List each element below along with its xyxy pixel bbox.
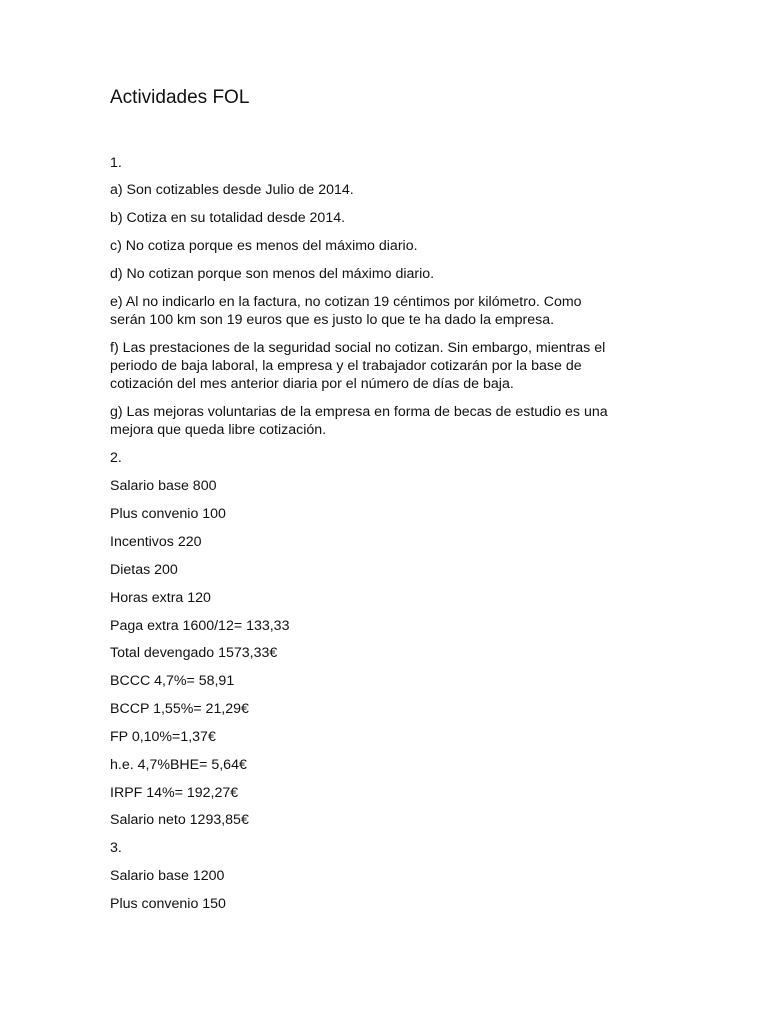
section-3-number: 3. [110, 840, 122, 856]
answer-1f-line-3: cotización del mes anterior diaria por el número de días de baja. [110, 376, 514, 392]
payroll-2-line: Paga extra 1600/12= 133,33 [110, 618, 290, 634]
document-title: Actividades FOL [110, 87, 250, 108]
payroll-2-line: FP 0,10%=1,37€ [110, 729, 216, 745]
payroll-2-line: BCCP 1,55%= 21,29€ [110, 701, 249, 717]
answer-1d: d) No cotizan porque son menos del máximo diario. [110, 266, 435, 282]
answer-1g-line-1: g) Las mejoras voluntarias de la empresa en forma de becas de estudio es una [110, 404, 608, 420]
payroll-3-line: Salario base 1200 [110, 868, 225, 884]
payroll-2-line: h.e. 4,7%BHE= 5,64€ [110, 757, 247, 773]
answer-1c: c) No cotiza porque es menos del máximo diario. [110, 238, 418, 254]
payroll-2-line: Dietas 200 [110, 562, 178, 578]
section-2-number: 2. [110, 450, 122, 466]
answer-1f-line-1: f) Las prestaciones de la seguridad social no cotizan. Sin embargo, mientras el [110, 340, 606, 356]
answer-1a: a) Son cotizables desde Julio de 2014. [110, 182, 354, 198]
answer-1b: b) Cotiza en su totalidad desde 2014. [110, 210, 346, 226]
answer-1e-line-1: e) Al no indicarlo en la factura, no cotizan 19 céntimos por kilómetro. Como [110, 294, 582, 310]
payroll-2-line: Horas extra 120 [110, 590, 211, 606]
payroll-2-line: Salario neto 1293,85€ [110, 812, 249, 828]
payroll-2-line: Salario base 800 [110, 478, 217, 494]
answer-1f-line-2: periodo de baja laboral, la empresa y el trabajador cotizarán por la base de [110, 358, 582, 374]
section-1-number: 1. [110, 155, 122, 171]
answer-1e-line-2: serán 100 km son 19 euros que es justo lo que te ha dado la empresa. [110, 312, 555, 328]
payroll-2-line: Total devengado 1573,33€ [110, 645, 278, 661]
payroll-2-line: Plus convenio 100 [110, 506, 226, 522]
payroll-3-line: Plus convenio 150 [110, 896, 226, 912]
payroll-2-line: Incentivos 220 [110, 534, 202, 550]
answer-1g-line-2: mejora que queda libre cotización. [110, 422, 327, 438]
payroll-2-line: BCCC 4,7%= 58,91 [110, 673, 235, 689]
payroll-2-line: IRPF 14%= 192,27€ [110, 785, 239, 801]
